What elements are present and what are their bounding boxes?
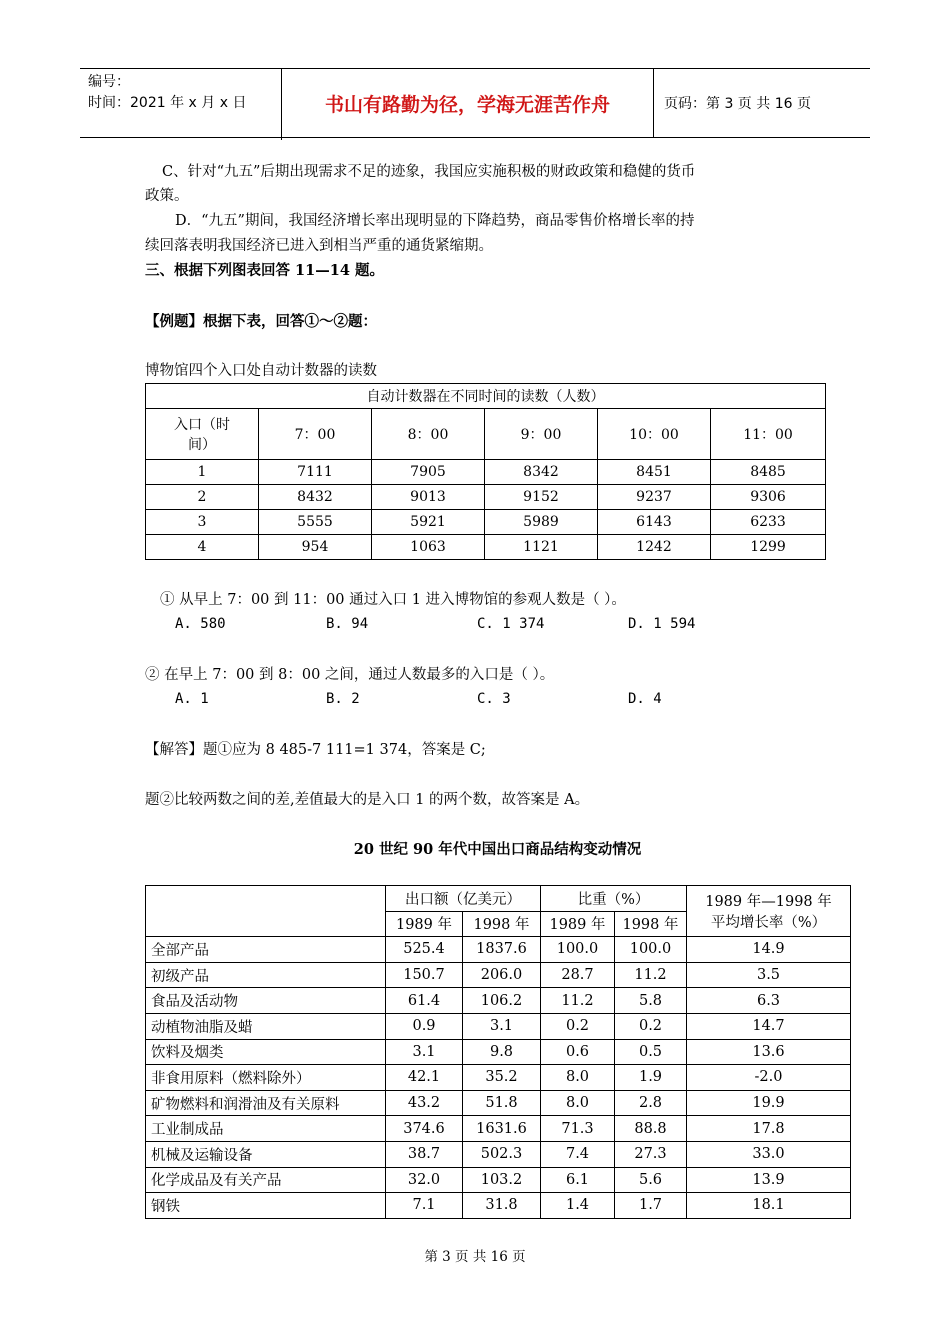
time-header: 7：00	[259, 409, 372, 460]
value-cell: 103.2	[463, 1167, 541, 1193]
table-row	[146, 1193, 851, 1219]
table2-corner	[146, 886, 386, 937]
value-cell: 374.6	[386, 1116, 463, 1142]
option-d: D. 1 594	[628, 616, 696, 632]
option-c-line2: 政策。	[145, 188, 189, 204]
value-cell: 8.0	[541, 1090, 615, 1116]
value-cell: 38.7	[386, 1141, 463, 1167]
value-cell: 100.0	[541, 937, 615, 963]
option-d-line1: D．“九五”期间，我国经济增长率出现明显的下降趋势，商品零售价格增长率的持	[175, 213, 695, 229]
option-b: B. 94	[326, 616, 369, 632]
option-c-line1: C、针对“九五”后期出现需求不足的迹象，我国应实施积极的财政政策和稳健的货币	[162, 164, 696, 180]
value-cell: 43.2	[386, 1090, 463, 1116]
value-cell: 5.8	[615, 988, 687, 1014]
option-c: C. 3	[477, 691, 511, 707]
value-cell: 1.7	[615, 1193, 687, 1219]
value-cell: 11.2	[541, 988, 615, 1014]
growth-header-line2: 平均增长率（%）	[710, 915, 827, 932]
table1-caption: 博物馆四个入口处自动计数器的读数	[145, 363, 377, 379]
value-cell: 19.9	[687, 1090, 851, 1116]
value-cell: 206.0	[463, 962, 541, 988]
value-cell: 6.3	[687, 988, 851, 1014]
table2-title: 20 世纪 90 年代中国出口商品结构变动情况	[353, 841, 642, 858]
export-table	[145, 885, 851, 1219]
value-cell: 106.2	[463, 988, 541, 1014]
value-cell: 14.7	[687, 1013, 851, 1039]
value-cell: 7.4	[541, 1141, 615, 1167]
product-name-cell: 工业制成品	[146, 1116, 386, 1142]
cell: 9013	[372, 485, 485, 510]
question-2: ② 在早上 7：00 到 8：00 之间，通过人数最多的入口是（ ）。	[145, 667, 555, 683]
value-cell: 6.1	[541, 1167, 615, 1193]
counter-table	[145, 383, 826, 560]
cell: 8432	[259, 485, 372, 510]
option-d-line2: 续回落表明我国经济已进入到相当严重的通货紧缩期。	[145, 238, 493, 254]
product-name-cell: 化学成品及有关产品	[146, 1167, 386, 1193]
value-cell: 1837.6	[463, 937, 541, 963]
corner-line2: 间）	[188, 437, 216, 453]
table-row	[146, 1116, 851, 1142]
table1-corner	[146, 409, 259, 460]
value-cell: 525.4	[386, 937, 463, 963]
year-header: 1998 年	[463, 911, 541, 937]
answer-line2: 题②比较两数之间的差,差值最大的是入口 1 的两个数，故答案是 A。	[145, 792, 590, 808]
table-row	[146, 1090, 851, 1116]
cell: 9152	[485, 485, 598, 510]
value-cell: 1631.6	[463, 1116, 541, 1142]
time-header: 10：00	[598, 409, 711, 460]
question-1: ① 从早上 7：00 到 11：00 通过入口 1 进入博物馆的参观人数是（ ）。	[160, 592, 626, 608]
table-row	[146, 510, 826, 535]
table-row	[146, 988, 851, 1014]
cell: 9237	[598, 485, 711, 510]
answer-line1: 【解答】题①应为 8 485-7 111=1 374，答案是 C;	[145, 742, 486, 758]
option-b: B. 2	[326, 691, 360, 707]
growth-group-header	[687, 886, 851, 937]
option-d: D. 4	[628, 691, 662, 707]
value-cell: 1.9	[615, 1065, 687, 1091]
product-name-cell: 饮料及烟类	[146, 1039, 386, 1065]
value-cell: 8.0	[541, 1065, 615, 1091]
table-row	[146, 485, 826, 510]
cell: 4	[146, 535, 259, 560]
number-label: 编号：	[88, 74, 130, 90]
cell: 6143	[598, 510, 711, 535]
value-cell: 32.0	[386, 1167, 463, 1193]
year-header: 1998 年	[615, 911, 687, 937]
cell: 5555	[259, 510, 372, 535]
table-row	[146, 460, 826, 485]
product-name-cell: 非食用原料（燃料除外）	[146, 1065, 386, 1091]
cell: 3	[146, 510, 259, 535]
header-motto: 书山有路勤为径，学海无涯苦作舟	[282, 69, 654, 137]
table-row	[146, 937, 851, 963]
option-a: A. 580	[175, 616, 226, 632]
cell: 8451	[598, 460, 711, 485]
cell: 954	[259, 535, 372, 560]
table-row	[146, 1039, 851, 1065]
value-cell: 71.3	[541, 1116, 615, 1142]
value-cell: 2.8	[615, 1090, 687, 1116]
cell: 1299	[711, 535, 826, 560]
cell: 8485	[711, 460, 826, 485]
value-cell: 13.9	[687, 1167, 851, 1193]
table-row	[146, 1065, 851, 1091]
table-row	[146, 535, 826, 560]
value-cell: 0.9	[386, 1013, 463, 1039]
product-name-cell: 食品及活动物	[146, 988, 386, 1014]
value-cell: 0.6	[541, 1039, 615, 1065]
value-cell: 100.0	[615, 937, 687, 963]
value-cell: 1.4	[541, 1193, 615, 1219]
corner-line1: 入口（时	[174, 417, 230, 433]
question-1-options	[175, 616, 775, 636]
cell: 6233	[711, 510, 826, 535]
table-row	[146, 1167, 851, 1193]
share-group-header: 比重（%）	[541, 886, 687, 912]
value-cell: 28.7	[541, 962, 615, 988]
question-2-options	[175, 691, 775, 711]
time-header: 9：00	[485, 409, 598, 460]
value-cell: 9.8	[463, 1039, 541, 1065]
value-cell: 18.1	[687, 1193, 851, 1219]
page-footer: 第 3 页 共 16 页	[424, 1249, 526, 1265]
cell: 1242	[598, 535, 711, 560]
value-cell: 35.2	[463, 1065, 541, 1091]
table-row	[146, 962, 851, 988]
value-cell: 0.5	[615, 1039, 687, 1065]
value-cell: 11.2	[615, 962, 687, 988]
cell: 1	[146, 460, 259, 485]
value-cell: 31.8	[463, 1193, 541, 1219]
cell: 9306	[711, 485, 826, 510]
cell: 7111	[259, 460, 372, 485]
option-c: C. 1 374	[477, 616, 545, 632]
value-cell: -2.0	[687, 1065, 851, 1091]
value-cell: 27.3	[615, 1141, 687, 1167]
value-cell: 14.9	[687, 937, 851, 963]
table-row	[146, 1013, 851, 1039]
value-cell: 5.6	[615, 1167, 687, 1193]
product-name-cell: 机械及运输设备	[146, 1141, 386, 1167]
cell: 8342	[485, 460, 598, 485]
product-name-cell: 初级产品	[146, 962, 386, 988]
header-meta	[80, 69, 282, 140]
value-cell: 150.7	[386, 962, 463, 988]
header-page-info: 页码：第 3 页 共 16 页	[664, 96, 811, 112]
value-cell: 3.1	[463, 1013, 541, 1039]
example-title: 【例题】根据下表，回答①～②题：	[145, 313, 377, 330]
table-row	[146, 1141, 851, 1167]
export-group-header: 出口额（亿美元）	[386, 886, 541, 912]
cell: 7905	[372, 460, 485, 485]
cell: 1121	[485, 535, 598, 560]
value-cell: 88.8	[615, 1116, 687, 1142]
product-name-cell: 全部产品	[146, 937, 386, 963]
value-cell: 0.2	[615, 1013, 687, 1039]
value-cell: 33.0	[687, 1141, 851, 1167]
product-name-cell: 动植物油脂及蜡	[146, 1013, 386, 1039]
table1-title: 自动计数器在不同时间的读数（人数）	[146, 384, 826, 409]
cell: 5921	[372, 510, 485, 535]
section-title: 三、根据下列图表回答 11—14 题。	[145, 262, 384, 279]
value-cell: 13.6	[687, 1039, 851, 1065]
value-cell: 0.2	[541, 1013, 615, 1039]
product-name-cell: 钢铁	[146, 1193, 386, 1219]
value-cell: 3.1	[386, 1039, 463, 1065]
value-cell: 61.4	[386, 988, 463, 1014]
cell: 5989	[485, 510, 598, 535]
year-header: 1989 年	[541, 911, 615, 937]
growth-header-line1: 1989 年—1998 年	[705, 894, 832, 911]
time-label: 时间：2021 年 x 月 x 日	[88, 95, 247, 111]
value-cell: 42.1	[386, 1065, 463, 1091]
value-cell: 17.8	[687, 1116, 851, 1142]
value-cell: 51.8	[463, 1090, 541, 1116]
value-cell: 502.3	[463, 1141, 541, 1167]
page-header	[80, 68, 870, 138]
cell: 2	[146, 485, 259, 510]
time-header: 11：00	[711, 409, 826, 460]
value-cell: 3.5	[687, 962, 851, 988]
value-cell: 7.1	[386, 1193, 463, 1219]
year-header: 1989 年	[386, 911, 463, 937]
cell: 1063	[372, 535, 485, 560]
product-name-cell: 矿物燃料和润滑油及有关原料	[146, 1090, 386, 1116]
option-a: A. 1	[175, 691, 209, 707]
time-header: 8：00	[372, 409, 485, 460]
